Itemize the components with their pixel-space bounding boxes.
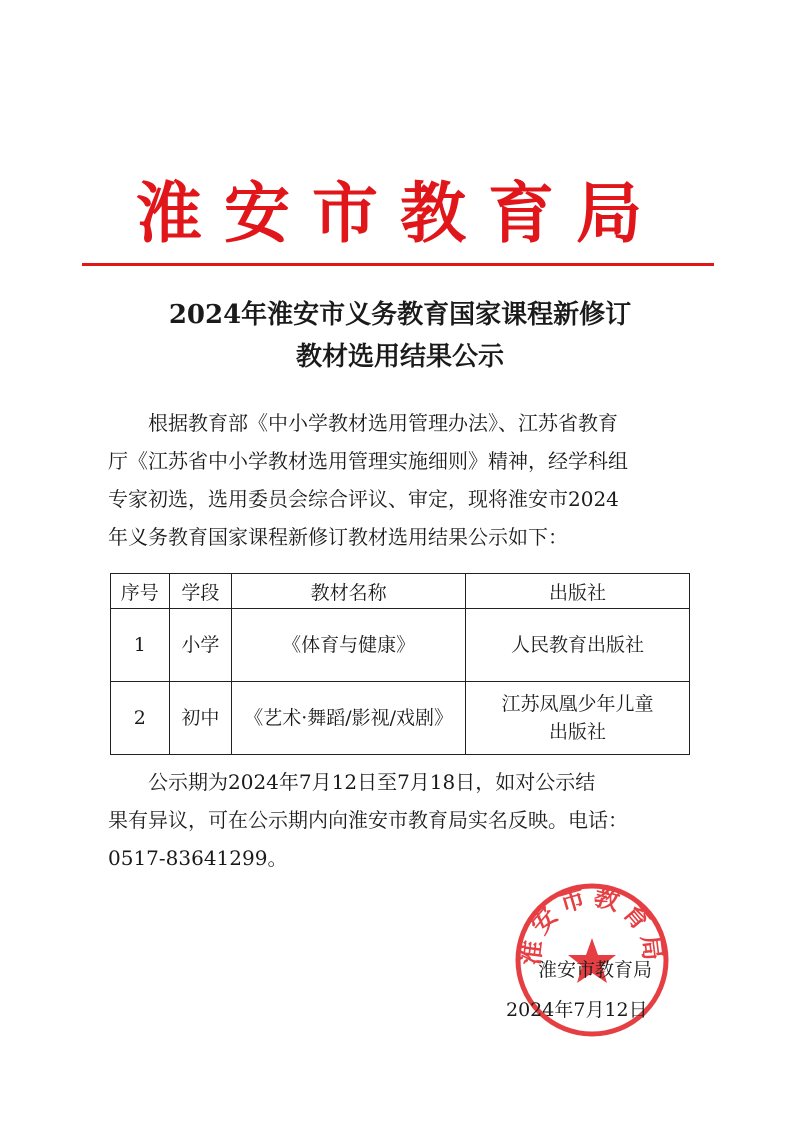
cell-number: 2 (111, 682, 170, 755)
document-title-line-1: 2024年淮安市义务教育国家课程新修订 (168, 300, 632, 330)
cell-textbook-name: 《艺术·舞蹈/影视/戏剧》 (232, 682, 466, 755)
publisher-line-1: 江苏凤凰少年儿童 (501, 693, 654, 715)
table-row (111, 609, 690, 682)
signature-date: 2024年7月12日 (506, 999, 648, 1021)
table-header-row (111, 574, 690, 609)
textbook-selection-table (110, 573, 690, 755)
cell-stage: 初中 (169, 682, 232, 755)
notice-paragraph (108, 763, 698, 877)
header-cell-textbook-name: 教材名称 (232, 574, 466, 609)
signature-org: 淮安市教育局 (538, 959, 653, 981)
intro-line-1: 根据教育部《中小学教材选用管理办法》、江苏省教育 (148, 411, 618, 435)
cell-number: 1 (111, 609, 170, 682)
cell-stage: 小学 (169, 609, 232, 682)
publisher-line-1: 人民教育出版社 (511, 634, 645, 656)
notice-line-1: 公示期为2024年7月12日至7月18日，如对公示结 (148, 770, 596, 794)
publisher-line-2: 出版社 (549, 721, 607, 743)
intro-line-4: 年义务教育国家课程新修订教材选用结果公示如下： (108, 525, 568, 549)
intro-line-2: 厅《江苏省中小学教材选用管理实施细则》精神，经学科组 (108, 449, 628, 473)
header-cell-publisher: 出版社 (466, 574, 690, 609)
seal-text: 淮安市教育局 (515, 881, 669, 967)
header-cell-number: 序号 (111, 574, 170, 609)
letterhead-org-name: 淮安市教育局 (136, 174, 664, 252)
cell-publisher (466, 609, 690, 682)
table-row (111, 682, 690, 755)
letterhead-rule (82, 263, 714, 266)
intro-line-3: 专家初选，选用委员会综合评议、审定，现将淮安市2024 (108, 487, 619, 511)
cell-textbook-name: 《体育与健康》 (232, 609, 466, 682)
notice-line-2: 果有异议，可在公示期内向淮安市教育局实名反映。电话： (108, 808, 628, 832)
intro-paragraph (108, 404, 698, 556)
document-title-line-2: 教材选用结果公示 (295, 342, 504, 372)
header-cell-stage: 学段 (169, 574, 232, 609)
cell-publisher (466, 682, 690, 755)
notice-line-3: 0517-83641299。 (108, 846, 288, 870)
